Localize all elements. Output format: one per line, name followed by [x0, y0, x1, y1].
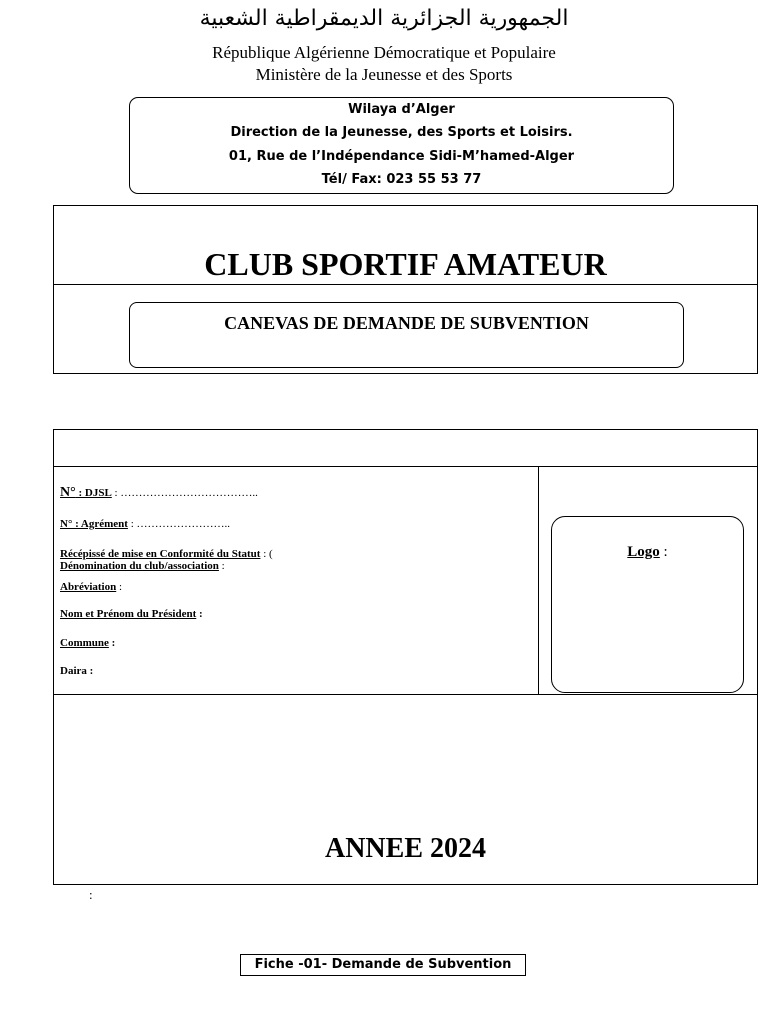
address-direction: Direction de la Jeunesse, des Sports et Loisirs. — [230, 125, 573, 140]
address-street: 01, Rue de l’Indépendance Sidi-M’hamed-Alger — [228, 149, 575, 164]
field-abreviation: Abréviation : — [60, 581, 123, 593]
canevas-title: CANEVAS DE DEMANDE DE SUBVENTION — [224, 313, 589, 333]
title-divider — [53, 284, 758, 285]
field-recepisse: Récépissé de mise en Conformité du Statut : ( — [60, 548, 273, 560]
form-top-divider — [53, 466, 758, 467]
address-wilaya: Wilaya d’Alger — [348, 102, 455, 117]
stray-colon: : — [89, 887, 93, 902]
fiche-caption: Fiche -01- Demande de Subvention — [240, 954, 526, 976]
club-title: CLUB SPORTIF AMATEUR — [204, 246, 607, 282]
arabic-republic-title: الجمهورية الجزائرية الديمقراطية الشعبية — [199, 6, 569, 31]
field-denomination: Dénomination du club/association : — [60, 560, 225, 572]
form-column-divider — [538, 466, 539, 695]
republic-name: République Algérienne Démocratique et Populaire — [212, 43, 556, 62]
field-daira: Daira : — [60, 665, 94, 677]
field-commune: Commune : — [60, 637, 116, 649]
year-title: ANNEE 2024 — [324, 833, 486, 864]
field-djsl: N° : DJSL : ……………………………….. — [60, 485, 258, 500]
form-bottom-divider — [53, 694, 758, 695]
logo-label: Logo : — [627, 544, 668, 560]
field-agrement: N° : Agrément : …………………….. — [60, 518, 230, 530]
address-phone: Tél/ Fax: 023 55 53 77 — [321, 172, 482, 187]
field-president: Nom et Prénom du Président : — [60, 608, 203, 620]
ministry-name: Ministère de la Jeunesse et des Sports — [255, 65, 513, 84]
